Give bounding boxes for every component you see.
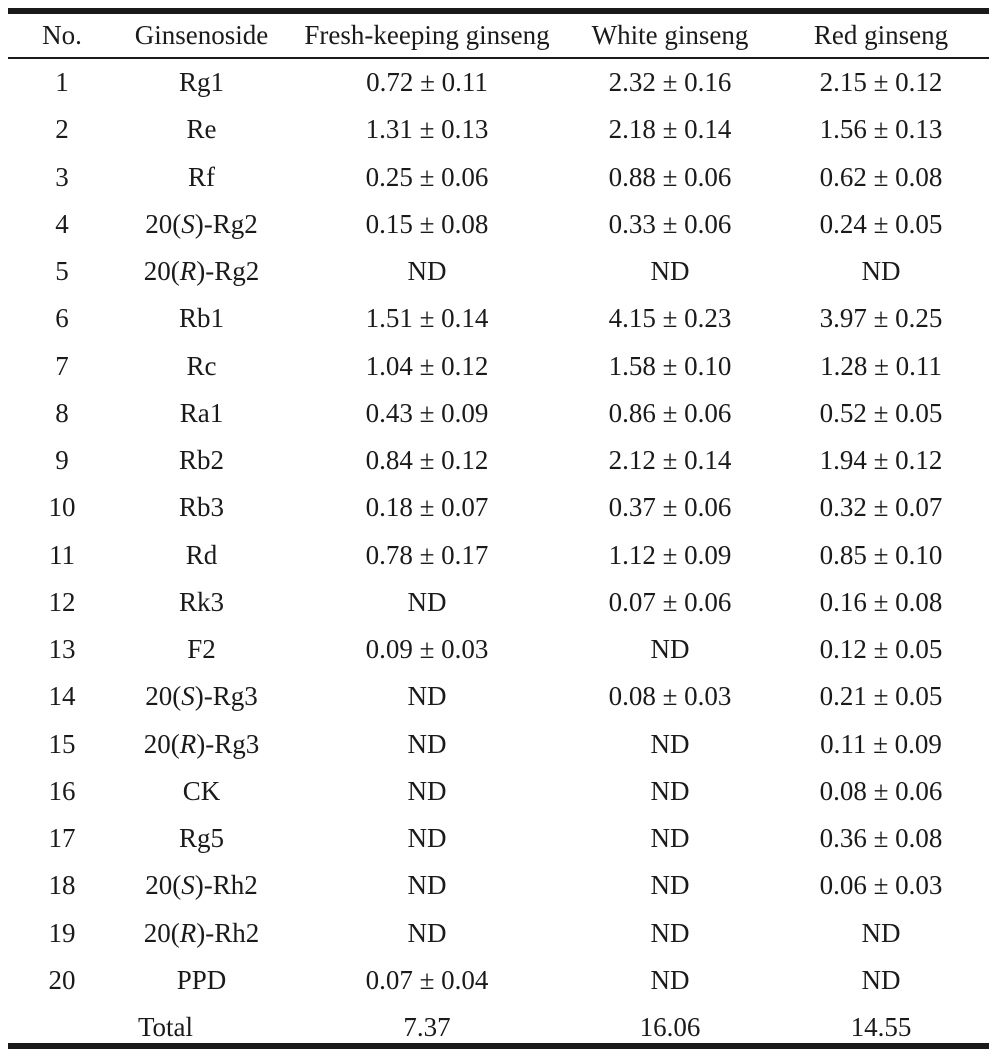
table-row <box>8 532 989 579</box>
cell-ginsenoside: 20(S)-Rg3 <box>145 681 258 712</box>
table-row <box>8 106 989 153</box>
cell-white: ND <box>650 634 690 665</box>
stereo-descriptor: S <box>181 681 195 712</box>
cell-white: ND <box>650 256 690 287</box>
stereo-descriptor: R <box>179 256 197 287</box>
cell-white: 0.37 ± 0.06 <box>608 492 732 523</box>
table-row <box>8 295 989 342</box>
cell-white: 0.86 ± 0.06 <box>608 397 732 428</box>
cell-ginsenoside: 20(R)-Rg3 <box>143 728 260 759</box>
cell-white: ND <box>650 870 690 901</box>
cell-ginsenoside: Rb2 <box>178 445 224 476</box>
header-red-ginseng: Red ginseng <box>813 20 949 50</box>
cell-no: 14 <box>48 681 76 712</box>
table-row <box>8 154 989 201</box>
cell-no: 16 <box>48 775 76 806</box>
header-ginsenoside: Ginsenoside <box>134 20 269 50</box>
table-row <box>8 343 989 390</box>
total-fresh-keeping: 7.37 <box>403 1011 451 1042</box>
cell-red: 3.97 ± 0.25 <box>819 303 943 334</box>
cell-fresh-keeping: ND <box>407 823 447 854</box>
table-row <box>8 815 989 862</box>
table-row <box>8 201 989 248</box>
cell-red: 0.06 ± 0.03 <box>819 870 943 901</box>
table-row <box>8 59 989 106</box>
cell-no: 2 <box>55 114 69 145</box>
table-row <box>8 390 989 437</box>
cell-ginsenoside: Rg5 <box>178 823 224 854</box>
stereo-descriptor: R <box>179 917 197 948</box>
cell-no: 5 <box>55 256 69 287</box>
cell-red: 0.36 ± 0.08 <box>819 823 943 854</box>
cell-ginsenoside: Rk3 <box>178 586 224 617</box>
cell-no: 11 <box>49 539 75 570</box>
cell-fresh-keeping: ND <box>407 256 447 287</box>
cell-fresh-keeping: 1.51 ± 0.14 <box>365 303 489 334</box>
table-row <box>8 248 989 295</box>
table-body <box>8 57 989 1050</box>
table-row <box>8 957 989 1004</box>
cell-fresh-keeping: 0.25 ± 0.06 <box>365 161 489 192</box>
cell-red: ND <box>861 964 901 995</box>
cell-no: 13 <box>48 634 76 665</box>
cell-no: 17 <box>48 823 76 854</box>
cell-white: 2.12 ± 0.14 <box>608 445 732 476</box>
cell-no: 7 <box>55 350 69 381</box>
table-row <box>8 626 989 673</box>
cell-no: 18 <box>48 870 76 901</box>
cell-white: ND <box>650 917 690 948</box>
cell-white: 1.12 ± 0.09 <box>608 539 732 570</box>
table-row <box>8 484 989 531</box>
cell-fresh-keeping: 1.31 ± 0.13 <box>365 114 489 145</box>
table-row <box>8 673 989 720</box>
cell-ginsenoside: PPD <box>176 964 227 995</box>
table-row <box>8 437 989 484</box>
cell-no: 15 <box>48 728 76 759</box>
header-white-ginseng: White ginseng <box>591 20 749 50</box>
cell-red: 0.32 ± 0.07 <box>819 492 943 523</box>
cell-red: 0.52 ± 0.05 <box>819 397 943 428</box>
cell-ginsenoside: CK <box>182 775 221 806</box>
cell-fresh-keeping: 1.04 ± 0.12 <box>365 350 489 381</box>
cell-fresh-keeping: ND <box>407 870 447 901</box>
header-fresh-keeping-ginseng: Fresh-keeping ginseng <box>304 20 550 50</box>
total-label: Total <box>137 1011 194 1042</box>
table-row <box>8 579 989 626</box>
cell-red: 0.85 ± 0.10 <box>819 539 943 570</box>
cell-red: 0.08 ± 0.06 <box>819 775 943 806</box>
table-row <box>8 721 989 768</box>
cell-white: 0.08 ± 0.03 <box>608 681 732 712</box>
cell-ginsenoside: 20(S)-Rg2 <box>145 208 258 239</box>
cell-red: 1.56 ± 0.13 <box>819 114 943 145</box>
cell-no: 10 <box>48 492 76 523</box>
cell-ginsenoside: Re <box>186 114 217 145</box>
cell-red: 2.15 ± 0.12 <box>819 67 943 98</box>
table-total-row <box>8 1004 989 1050</box>
cell-fresh-keeping: 0.78 ± 0.17 <box>365 539 489 570</box>
cell-red: 0.62 ± 0.08 <box>819 161 943 192</box>
stereo-descriptor: S <box>181 208 195 239</box>
cell-white: 2.18 ± 0.14 <box>608 114 732 145</box>
cell-ginsenoside: Rg1 <box>178 67 224 98</box>
cell-fresh-keeping: ND <box>407 775 447 806</box>
cell-no: 20 <box>48 964 76 995</box>
cell-fresh-keeping: ND <box>407 917 447 948</box>
cell-no: 6 <box>55 303 69 334</box>
table-header-row <box>8 14 989 57</box>
cell-red: 0.24 ± 0.05 <box>819 208 943 239</box>
cell-white: 0.88 ± 0.06 <box>608 161 732 192</box>
cell-ginsenoside: 20(S)-Rh2 <box>145 870 258 901</box>
cell-no: 1 <box>55 67 69 98</box>
cell-ginsenoside: Rb1 <box>178 303 224 334</box>
cell-ginsenoside: Rd <box>185 539 218 570</box>
cell-ginsenoside: Rc <box>186 350 217 381</box>
cell-white: 1.58 ± 0.10 <box>608 350 732 381</box>
cell-red: 0.11 ± 0.09 <box>820 728 942 759</box>
cell-fresh-keeping: 0.43 ± 0.09 <box>365 397 489 428</box>
cell-no: 4 <box>55 208 69 239</box>
cell-fresh-keeping: 0.09 ± 0.03 <box>365 634 489 665</box>
ginsenoside-content-table <box>8 14 989 1050</box>
cell-no: 12 <box>48 586 76 617</box>
cell-ginsenoside: 20(R)-Rh2 <box>143 917 260 948</box>
cell-fresh-keeping: ND <box>407 728 447 759</box>
cell-ginsenoside: Rf <box>188 161 215 192</box>
stereo-descriptor: R <box>179 728 197 759</box>
cell-red: 1.94 ± 0.12 <box>819 445 943 476</box>
cell-white: ND <box>650 964 690 995</box>
cell-red: 0.12 ± 0.05 <box>819 634 943 665</box>
total-red: 14.55 <box>850 1011 912 1042</box>
cell-fresh-keeping: ND <box>407 586 447 617</box>
cell-red: ND <box>861 256 901 287</box>
cell-white: ND <box>650 775 690 806</box>
cell-ginsenoside: Ra1 <box>179 397 224 428</box>
stereo-descriptor: S <box>181 870 195 901</box>
cell-white: ND <box>650 823 690 854</box>
cell-no: 19 <box>48 917 76 948</box>
cell-red: 0.16 ± 0.08 <box>819 586 943 617</box>
cell-fresh-keeping: 0.72 ± 0.11 <box>366 67 488 98</box>
cell-red: 1.28 ± 0.11 <box>820 350 942 381</box>
cell-fresh-keeping: 0.84 ± 0.12 <box>365 445 489 476</box>
cell-white: ND <box>650 728 690 759</box>
cell-fresh-keeping: 0.15 ± 0.08 <box>365 208 489 239</box>
cell-white: 0.33 ± 0.06 <box>608 208 732 239</box>
cell-no: 3 <box>55 161 69 192</box>
table-row <box>8 910 989 957</box>
cell-fresh-keeping: 0.07 ± 0.04 <box>365 964 489 995</box>
cell-fresh-keeping: ND <box>407 681 447 712</box>
cell-ginsenoside: 20(R)-Rg2 <box>143 256 260 287</box>
cell-no: 9 <box>55 445 69 476</box>
cell-red: 0.21 ± 0.05 <box>819 681 943 712</box>
cell-ginsenoside: F2 <box>187 634 216 665</box>
cell-fresh-keeping: 0.18 ± 0.07 <box>365 492 489 523</box>
table-row <box>8 862 989 909</box>
cell-no: 8 <box>55 397 69 428</box>
cell-white: 0.07 ± 0.06 <box>608 586 732 617</box>
table-row <box>8 768 989 815</box>
cell-red: ND <box>861 917 901 948</box>
header-no: No. <box>42 20 82 50</box>
cell-ginsenoside: Rb3 <box>178 492 224 523</box>
cell-white: 2.32 ± 0.16 <box>608 67 732 98</box>
cell-white: 4.15 ± 0.23 <box>608 303 732 334</box>
total-white: 16.06 <box>639 1011 701 1042</box>
total-label-cell <box>8 1004 287 1050</box>
